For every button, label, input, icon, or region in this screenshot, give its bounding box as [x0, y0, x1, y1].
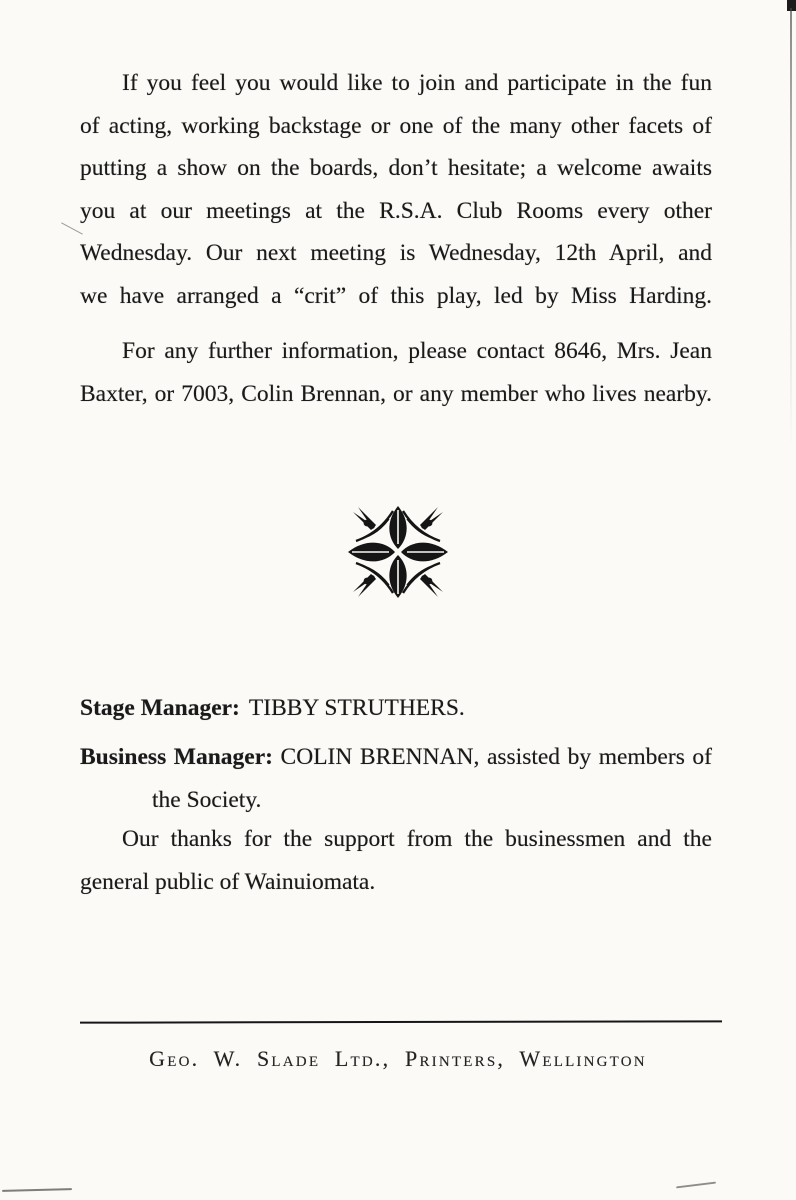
- text-line: putting a show on the boards, don’t hesitate; a welcome awaits: [80, 155, 712, 181]
- scan-artifact-scratch: [676, 1182, 716, 1189]
- scan-artifact-scratch: [2, 1188, 72, 1192]
- text-line: you at our meetings at the R.S.A. Club Rooms every other: [80, 197, 712, 224]
- credit-business-manager: [80, 736, 712, 821]
- stage-manager-label: Stage Manager:: [80, 695, 240, 721]
- text-line: the Society.: [152, 786, 262, 813]
- text-line: we have arranged a “crit” of this play, led by Miss Harding.: [80, 282, 712, 309]
- text-line: For any further information, please contact 8646, Mrs. Jean: [122, 338, 712, 364]
- paragraph-join: [80, 62, 712, 317]
- text-line: Our thanks for the support from the businessmen and the: [122, 826, 712, 852]
- stage-manager-value: TIBBY STRUTHERS.: [248, 695, 465, 721]
- text-line: Baxter, or 7003, Colin Brennan, or any member who lives nearby.: [80, 380, 712, 407]
- business-manager-value: COLIN BRENNAN, assisted by members of: [280, 744, 712, 770]
- paragraph-contact: [80, 330, 712, 415]
- text-line: of acting, working backstage or one of the many other facets of: [80, 112, 712, 139]
- printer-credit: Geo. W. Slade Ltd., Printers, Wellington: [149, 1046, 647, 1071]
- scan-artifact-edge: [790, 8, 792, 448]
- text-line: general public of Wainuiomata.: [80, 868, 376, 895]
- text-line: [80, 736, 712, 779]
- divider-rule: [80, 1020, 722, 1023]
- floral-ornament-icon: [343, 503, 453, 601]
- text-line: [80, 687, 712, 730]
- text-line: If you feel you would like to join and participate in the fun: [122, 70, 712, 96]
- credit-stage-manager: [80, 687, 712, 730]
- text-line: Wednesday. Our next meeting is Wednesday, 12th April, and: [80, 240, 712, 266]
- paragraph-thanks: [80, 818, 712, 903]
- business-manager-label: Business Manager:: [80, 744, 273, 770]
